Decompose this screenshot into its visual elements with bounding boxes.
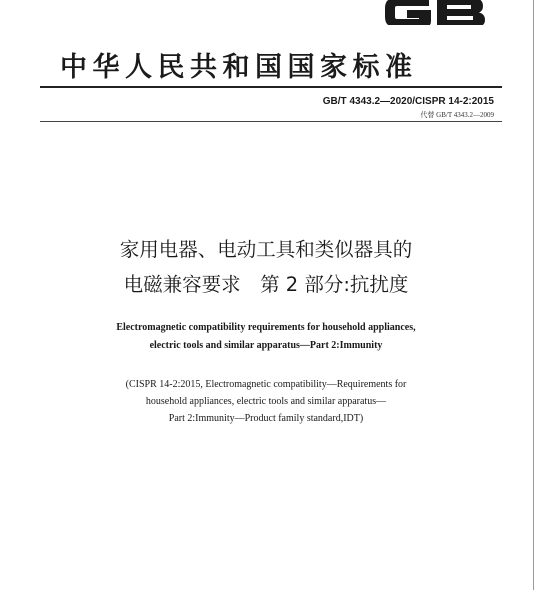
gb-logo <box>381 0 489 25</box>
header-divider-thin <box>40 121 502 122</box>
equivalent-standard-line-2: household appliances, electric tools and similar apparatus— <box>145 396 387 407</box>
standard-number: GB/T 4343.2—2020/CISPR 14-2:2015 <box>322 96 494 107</box>
english-title-line-1: Electromagnetic compatibility requirements for household appliances, <box>116 322 416 333</box>
replaces-note: 代替 GB/T 4343.2—2009 <box>420 111 494 119</box>
viewer-margin <box>534 0 540 590</box>
national-standard-heading: 中华人民共和国国家标准 <box>60 52 418 83</box>
english-title-line-2: electric tools and similar apparatus—Part 2:Immunity <box>149 340 383 351</box>
chinese-title-line-2: 电磁兼容要求 第 2 部分:抗扰度 <box>123 273 409 296</box>
equivalent-standard-line-3: Part 2:Immunity—Product family standard,IDT) <box>168 413 364 424</box>
equivalent-standard-line-1: (CISPR 14-2:2015, Electromagnetic compatibility—Requirements for <box>125 379 407 390</box>
header-divider-thick <box>40 86 502 88</box>
chinese-title-line-1: 家用电器、电动工具和类似器具的 <box>119 238 413 261</box>
